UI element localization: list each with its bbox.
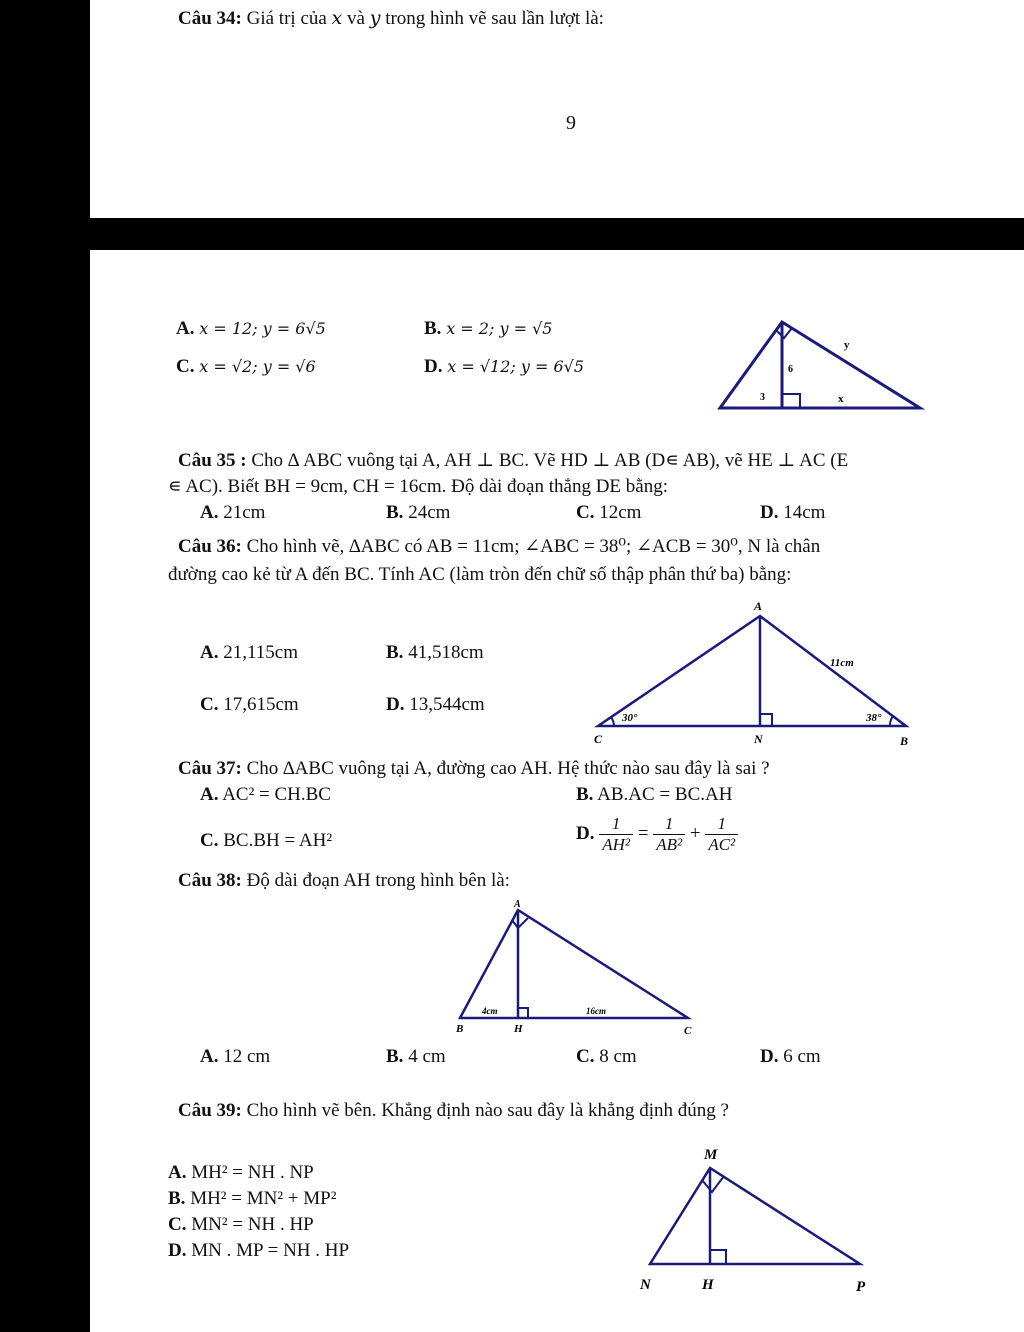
q36-label-b: B [900,734,909,746]
option-value: MN . MP = NH . HP [191,1240,350,1261]
q34-option-c [176,356,316,378]
frac-numerator: 1 [599,814,633,835]
q38-line [178,870,510,892]
option-value: 41,518cm [408,642,484,663]
q39-label-h: H [702,1277,714,1293]
option-value: 17,615cm [223,694,299,715]
option-value: MH² = NH . NP [191,1162,314,1183]
q34-label-y: y [844,339,850,351]
option-value: AC² = CH.BC [222,784,331,805]
q38-label: Câu 38: [178,870,242,891]
q36-option-b [386,642,484,664]
frac-1-ah2 [599,814,633,855]
q39-label: Câu 39: [178,1100,242,1121]
q38-label-h: H [514,1023,523,1035]
option-value: 13,544cm [409,694,485,715]
option-key: D. [386,694,405,715]
option-value: 14cm [783,502,826,523]
page-main [90,250,1024,1332]
q36-text-1: Cho hình vẽ, ∆ABC có AB = 11cm; ∠ABC = 38⁰; ∠ACB = 30⁰, N là chân [246,536,821,557]
option-key: A. [200,1046,219,1067]
option-value: 12cm [599,502,642,523]
q36-angle-c-arc [611,717,614,726]
q39-text: Cho hình vẽ bên. Khẳng định nào sau đây là khẳng định đúng ? [246,1100,729,1121]
q36-option-d [386,694,485,716]
q39-option-b [168,1188,336,1210]
option-value: 4 cm [408,1046,446,1067]
q37-line [178,758,770,780]
q36-text-2: đường cao kẻ từ A đến BC. Tính AC (làm tròn đến chữ số thập phân thứ ba) bằng: [168,564,792,585]
option-value: MN² = NH . HP [191,1214,314,1235]
page-number: 9 [566,112,576,134]
q36-label-a: A [754,599,763,613]
q34-right-angle-mark [782,394,800,408]
q34-label-h: 6 [788,364,793,375]
option-value: MH² = MN² + MP² [190,1188,337,1209]
option-value: 6 cm [783,1046,821,1067]
q35-line2 [168,476,668,498]
q38-label-b: B [456,1023,464,1035]
q36-angle-b-arc [890,716,893,726]
q38-label-hc: 16cm [586,1006,606,1016]
option-key: C. [176,356,195,377]
option-key: D. [760,1046,779,1067]
q38-label-bh: 4cm [482,1006,498,1016]
frac-denominator: AC² [708,835,736,854]
option-value: BC.BH = AH² [223,830,333,851]
q36-label-ab: 11cm [830,657,854,669]
q36-label-angle-b: 38° [866,712,882,724]
option-value: x = √2; y = √6 [199,357,316,376]
q35-line1 [178,450,848,472]
q34-line [178,8,604,30]
option-key: C. [576,1046,595,1067]
option-key: A. [168,1162,187,1183]
option-key: A. [200,642,219,663]
option-value: x = 2; y = √5 [446,319,553,338]
q39-option-c [168,1214,314,1236]
option-key: C. [576,502,595,523]
option-value: 21,115cm [223,642,298,663]
q36-triangle [598,616,906,726]
q38-text: Độ dài đoạn AH trong hình bên là: [246,870,510,891]
q35-text-2: ∊ AC). Biết BH = 9cm, CH = 16cm. Độ dài đoạn thẳng DE bằng: [168,476,668,497]
equals-sign: = [637,822,649,844]
q37-option-d [576,814,738,855]
q38-triangle [460,910,688,1018]
q38-triangle-figure [448,898,708,1040]
q38-top-angle-mark [512,918,528,928]
option-key: D. [168,1240,187,1261]
option-value: 21cm [223,502,266,523]
q39-triangle [650,1168,860,1264]
frac-numerator: 1 [653,814,685,835]
q34-triangle-figure [710,316,930,412]
frac-denominator: AH² [602,835,630,854]
q37-label: Câu 37: [178,758,242,779]
option-key: B. [576,784,594,805]
q36-option-c [200,694,299,716]
q36-line2 [168,564,791,586]
option-key: A. [176,318,195,339]
q34-label-x: x [838,393,844,405]
q38-option-c [576,1046,637,1068]
page-top [90,0,1024,218]
q35-text-1: Cho ∆ ABC vuông tại A, AH ⊥ BC. Vẽ HD ⊥ AB (D∊ AB), vẽ HE ⊥ AC (E [251,450,849,471]
q35-option-b [386,502,450,524]
option-key: B. [168,1188,186,1209]
frac-1-ab2 [653,814,685,855]
q36-label: Câu 36: [178,536,242,557]
q39-label-m: M [704,1147,718,1163]
q34-text: Giá trị của 𝑥 và 𝑦 trong hình vẽ sau lần lượt là: [246,8,604,29]
q38-option-b [386,1046,446,1068]
option-key: B. [386,502,404,523]
q35-option-c [576,502,641,524]
q34-label-b: 3 [760,392,765,403]
option-key: D. [576,822,595,844]
q37-text: Cho ∆ABC vuông tại A, đường cao AH. Hệ thức nào sau đây là sai ? [246,758,770,779]
option-key: A. [200,502,219,523]
frac-denominator: AB² [656,835,683,854]
q35-option-d [760,502,825,524]
q39-label-n: N [640,1277,651,1293]
option-key: D. [760,502,779,523]
frac-1-ac2 [705,814,738,855]
q38-label-c: C [684,1025,692,1037]
q38-label-a: A [514,899,521,910]
q38-option-d [760,1046,821,1068]
q37-option-b [576,784,732,806]
q39-triangle-figure [630,1142,890,1302]
q37-option-c [200,830,332,852]
q39-option-a [168,1162,314,1184]
q37-option-a [200,784,331,806]
q38-option-a [200,1046,270,1068]
option-key: B. [424,318,442,339]
q34-option-d [424,356,584,378]
option-value: x = 12; y = 6√5 [199,319,326,338]
option-key: C. [168,1214,187,1235]
option-value: AB.AC = BC.AH [597,784,733,805]
q35-label: Câu 35 : [178,450,247,471]
option-value: 8 cm [599,1046,637,1067]
option-key: B. [386,642,404,663]
option-key: A. [200,784,219,805]
q34-option-a [176,318,326,340]
q39-top-angle-mark [702,1176,724,1192]
option-value: 12 cm [223,1046,271,1067]
q39-option-d [168,1240,349,1262]
q36-label-angle-c: 30° [622,712,638,724]
q36-right-angle-mark [760,714,772,726]
q36-triangle-figure [584,594,924,746]
plus-sign: + [689,822,701,844]
q38-right-angle-mark [518,1008,528,1018]
q34-triangle [720,322,920,408]
option-key: C. [200,694,219,715]
q34-option-b [424,318,552,340]
option-key: D. [424,356,443,377]
q35-option-a [200,502,265,524]
frac-numerator: 1 [705,814,738,835]
q36-label-n: N [754,732,763,746]
q39-label-p: P [856,1279,866,1295]
option-key: B. [386,1046,404,1067]
q36-line1 [178,536,820,558]
option-key: C. [200,830,219,851]
q34-label: Câu 34: [178,8,242,29]
q39-right-angle-mark [710,1250,726,1264]
option-value: x = √12; y = 6√5 [447,357,585,376]
q39-line [178,1100,729,1122]
q36-option-a [200,642,298,664]
q36-label-c: C [594,732,603,746]
option-value: 24cm [408,502,451,523]
